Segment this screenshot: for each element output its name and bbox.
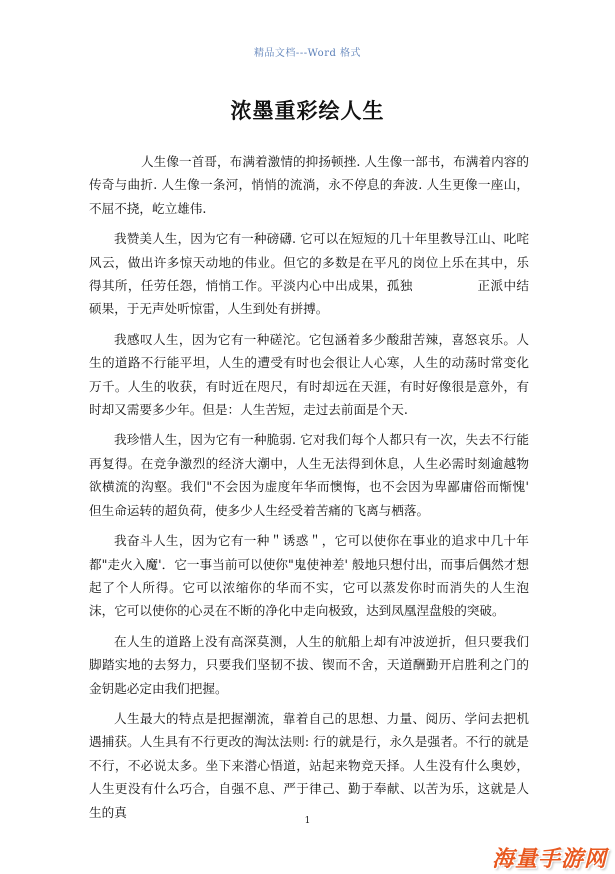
paragraph-1: 人生像一首哥，布满着激情的抑扬顿挫. 人生像一部书，布满着内容的传奇与曲折. 人生像一条河，悄悄的流淌，永不停息的奔波. 人生更像一座山，不屈不挠，屹立雄伟. [89,154,529,216]
paragraph-4: 我珍惜人生，因为它有一种脆弱. 它对我们每个人都只有一次，失去不行能再复得。在竞争激烈的经济大潮中，人生无法得到休息，人生必需时刻逾越物欲横流的沟壑。我们"不会因为虚度年华而懊悔，也不会因为卑鄙庸俗而惭愧' 但生命运转的超负荷，使多少人生经受着苦痛的飞离与栖落。 [89,432,529,518]
document-title: 浓墨重彩绘人生 [230,98,385,123]
page-number: 1 [304,816,311,826]
document-body [89,150,529,831]
site-watermark: 海量手游网 [491,847,607,872]
document-header: 精品文档---Word 格式 [253,48,362,59]
paragraph-6: 在人生的道路上没有高深莫测，人生的航船上却有冲波逆折，但只要我们脚踏实地的去努力，只要我们坚韧不拔、锲而不舍，天道酬勤开启胜利之门的金钥匙必定由我们把握。 [89,633,529,696]
paragraph-5: 我奋斗人生，因为它有一种＂诱惑＂，它可以使你在事业的追求中几十年都"走火入魔'．它一事当前可以使你"鬼使神差' 般地只想付出，而事后偶然才想起了个人所得。它可以浓缩你的华而不实，它可以蒸发你时而消失的人生泡沫，它可以使你的心灵在不断的净化中走向极致，达到凤凰涅盘般的突破。 [89,533,529,619]
paragraph-7: 人生最大的特点是把握潮流，靠着自己的思想、力量、阅历、学问去把机遇捕获。人生具有不行更改的淘汰法则: 行的就是行，永久是强者。不行的就是不行，不必说太多。坐下来潜心悟道，站起来物竞天择。人生没有什么奥妙，人生更没有什么巧合，自强不息、严于律己、勤于奉献、以苦为乐，这就是人生的真 [89,710,529,820]
paragraph-2: 我赞美人生，因为它有一种磅礴. 它可以在短短的几十年里教导江山、叱咤风云，做出许多惊天动地的伟业。但它的多数是在平凡的岗位上乐在其中，乐得其所，任劳任怨，悄悄工作。平淡内心中出成果，孤独 正派中结硕果，于无声处听惊雷，人生到处有拼搏。 [89,231,529,317]
paragraph-3: 我感叹人生，因为它有一种磋沱。它包涵着多少酸甜苦辣，喜怒哀乐。人生的道路不行能平坦，人生的遭受有时也会很让人心寒，人生的动荡时常变化万千。人生的收获，有时近在咫尺，有时却远在天涯，有时好像很是意外，有时却又需要多少年。但是：人生苦短，走过去前面是个天. [89,331,529,418]
